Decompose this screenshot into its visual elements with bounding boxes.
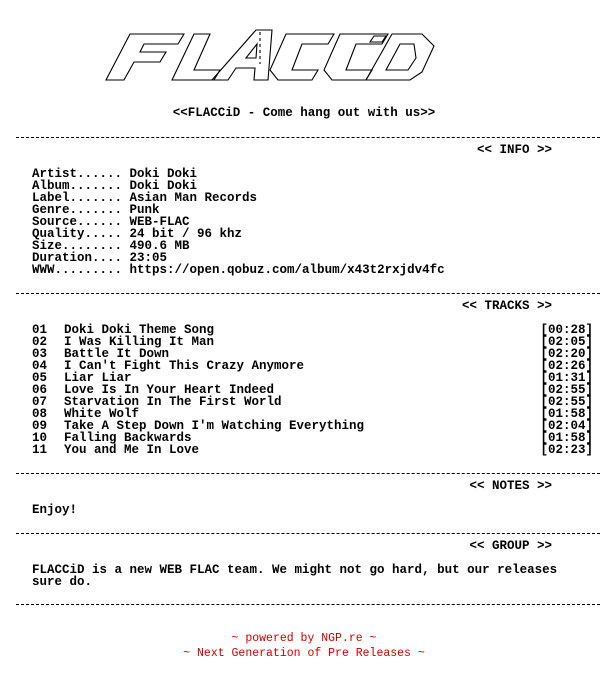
divider — [16, 137, 600, 138]
footer-tagline: ~ Next Generation of Pre Releases ~ — [183, 647, 425, 660]
info-row-source: Source...... WEB-FLAC — [32, 215, 190, 229]
info-row-size: Size........ 490.6 MB — [32, 239, 190, 253]
track-row: 10 Falling Backwards [01:58] — [32, 431, 593, 445]
flaccid-ascii-logo — [96, 28, 440, 88]
track-row: 02 I Was Killing It Man [02:05] — [32, 335, 593, 349]
album-link[interactable]: https://open.qobuz.com/album/x43t2rxjdv4fc — [129, 263, 445, 277]
info-row-genre: Genre....... Punk — [32, 203, 160, 217]
track-row: 01 Doki Doki Theme Song [00:28] — [32, 323, 593, 337]
section-header-info: << INFO >> — [476, 143, 552, 157]
info-row-duration: Duration.... 23:05 — [32, 251, 168, 265]
divider — [16, 533, 600, 534]
info-row-quality: Quality..... 24 bit / 96 khz — [32, 227, 243, 241]
group-text-line1: FLACCiD is a new WEB FLAC team. We might not go hard, but our releases — [32, 563, 558, 577]
divider — [16, 604, 600, 605]
track-row: 03 Battle It Down [02:20] — [32, 347, 593, 361]
notes-text: Enjoy! — [32, 503, 78, 517]
track-row: 09 Take A Step Down I'm Watching Everything [02:04] — [32, 419, 593, 433]
group-text-line2: sure do. — [32, 575, 93, 589]
footer-powered-by: ~ powered by NGP.re ~ — [231, 632, 377, 645]
tagline: <<FLACCiD - Come hang out with us>> — [172, 106, 436, 120]
info-row-www: WWW......... https://open.qobuz.com/album/x43t2rxjdv4fc — [32, 263, 445, 277]
track-row: 08 White Wolf [01:58] — [32, 407, 593, 421]
section-header-tracks: << TRACKS >> — [461, 299, 552, 313]
track-row: 04 I Can't Fight This Crazy Anymore [02:26] — [32, 359, 593, 373]
track-row: 06 Love Is In Your Heart Indeed [02:55] — [32, 383, 593, 397]
divider — [16, 293, 600, 294]
track-row: 05 Liar Liar [01:31] — [32, 371, 593, 385]
track-row: 11 You and Me In Love [02:23] — [32, 443, 593, 457]
section-header-group: << GROUP >> — [469, 539, 552, 553]
info-row-album: Album....... Doki Doki — [32, 179, 198, 193]
track-row: 07 Starvation In The First World [02:55] — [32, 395, 593, 409]
section-header-notes: << NOTES >> — [469, 479, 552, 493]
divider — [16, 473, 600, 474]
info-row-artist: Artist...... Doki Doki — [32, 167, 198, 181]
info-row-label: Label....... Asian Man Records — [32, 191, 258, 205]
